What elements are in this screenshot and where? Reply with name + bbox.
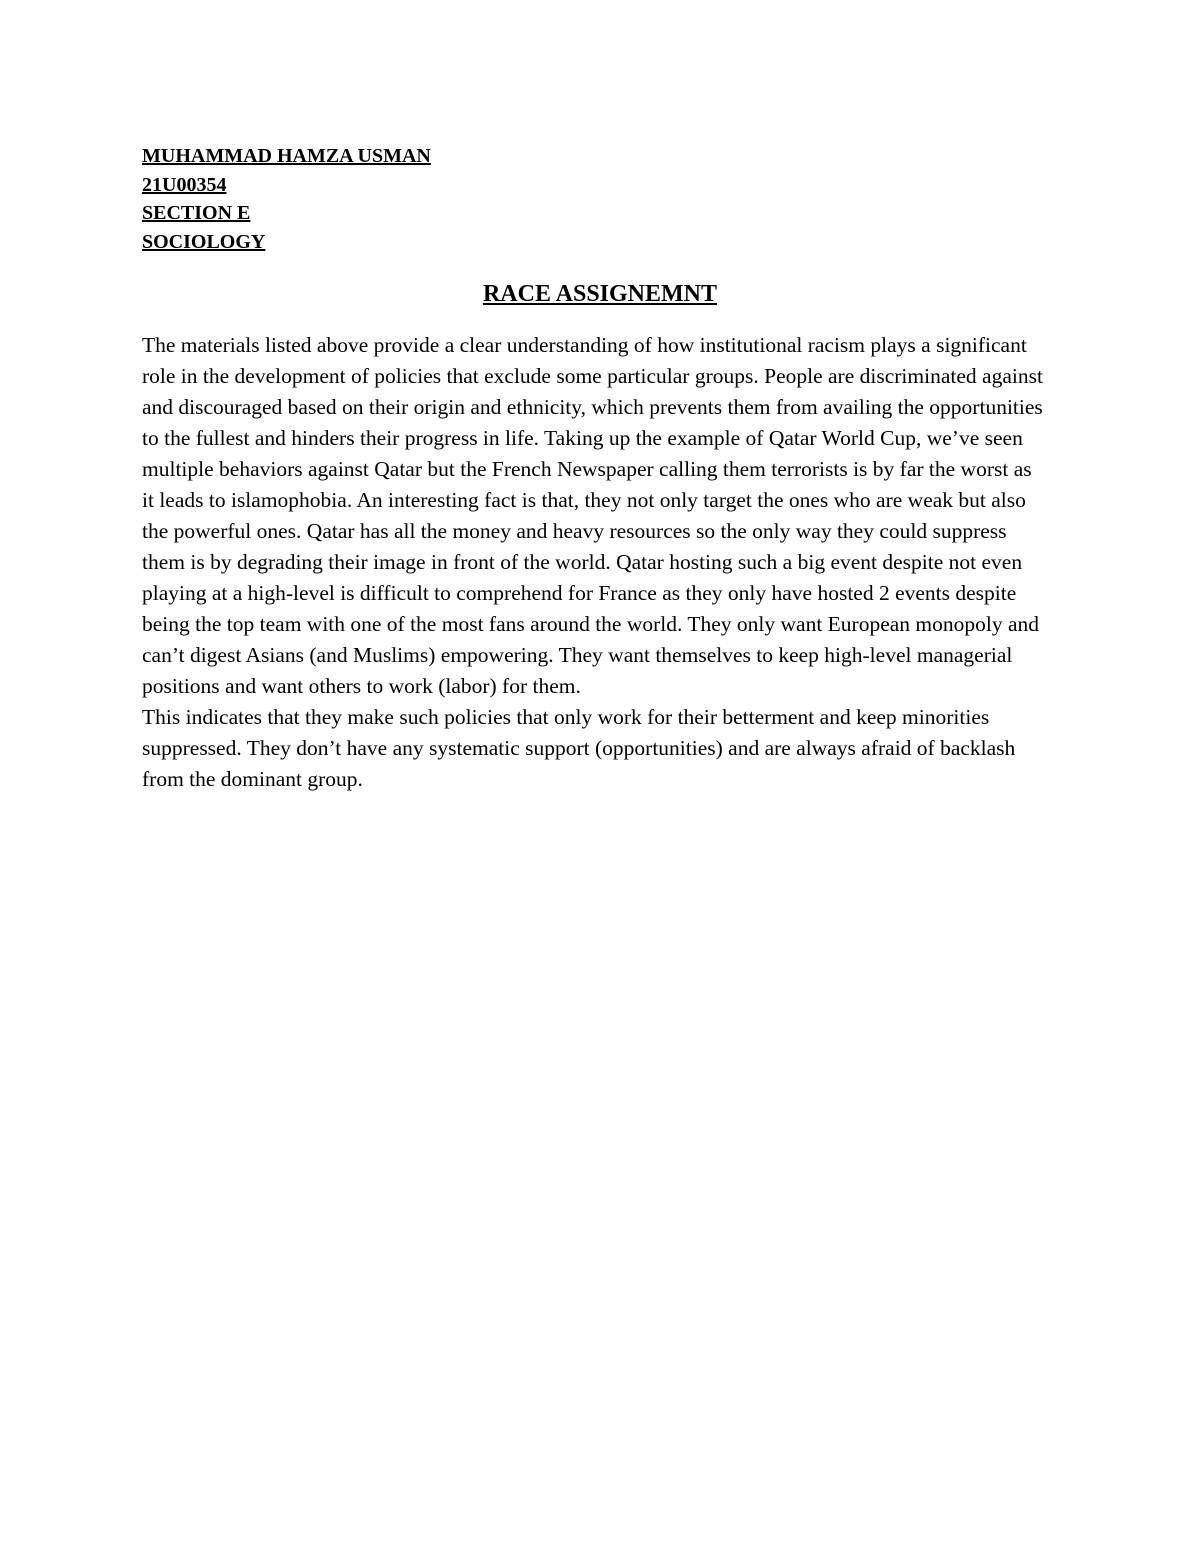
course-label: SOCIOLOGY xyxy=(142,230,266,253)
section-label: SECTION E xyxy=(142,202,251,224)
student-name: MUHAMMAD HAMZA USMAN xyxy=(142,145,431,167)
body-text xyxy=(142,330,1046,795)
document-title: RACE ASSIGNEMNT xyxy=(482,281,718,307)
student-id: 21U00354 xyxy=(142,173,227,196)
paragraph-2: This indicates that they make such policies that only work for their betterment and keep minorities suppressed. They don’t have any systematic support (opportunities) and are always afraid of backlash from the dominant group. xyxy=(142,705,1016,791)
header-block xyxy=(142,142,842,256)
paragraph-1: The materials listed above provide a clear understanding of how institutional racism plays a significant role in the development of policies that exclude some particular groups. People are discriminated against and discouraged based on their origin and ethnicity, which prevents them from availing the opportunities to the fullest and hinders their progress in life. Taking up the example of Qatar World Cup, we’ve seen multiple behaviors against Qatar but the French Newspaper calling them terrorists is by far the worst as it leads to islamophobia. An interesting fact is that, they not only target the ones who are weak but also the powerful ones. Qatar has all the money and heavy resources so the only way they could suppress them is by degrading their image in front of the world. Qatar hosting such a big event despite not even playing at a high-level is difficult to comprehend for France as they only have hosted 2 events despite being the top team with one of the most fans around the world. They only want European monopoly and can’t digest Asians (and Muslims) empowering. They want themselves to keep high-level managerial positions and want others to work (labor) for them. xyxy=(142,333,1043,698)
